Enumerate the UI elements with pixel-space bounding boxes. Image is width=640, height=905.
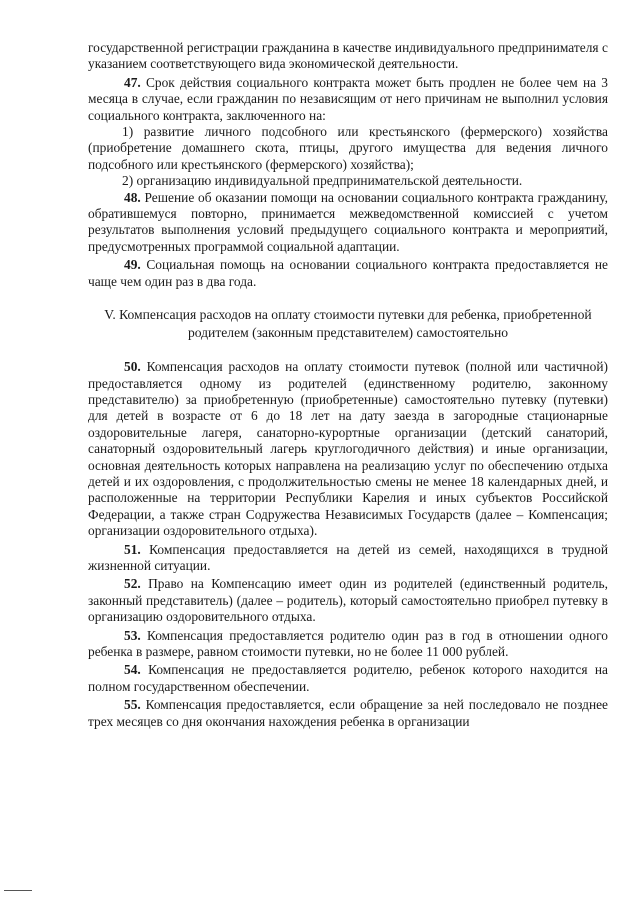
paragraph-text: Социальная помощь на основании социального контракта предоставляется не чаще чем один раз в два года. (88, 257, 608, 289)
paragraph-text: Компенсация предоставляется, если обращение за ней последовало не позднее трех месяцев со дня окончания нахождения ребенка в организации (88, 697, 608, 729)
paragraph-48 (88, 190, 608, 256)
paragraph-number: 52. (124, 576, 141, 592)
paragraph-47 (88, 75, 608, 124)
section-title: V. Компенсация расходов на оплату стоимости путевки для ребенка, приобретенной родителем (законным представителем) самостоятельно (104, 307, 592, 340)
paragraph-text: Право на Компенсацию имеет один из родителей (единственный родитель, законный представитель) (далее – родитель), который самостоятельно приобрел путевку в организацию оздоровительного отдыха. (88, 576, 608, 625)
paragraph-47-item-1: 1) развитие личного подсобного или крестьянского (фермерского) хозяйства (приобретение домашнего скота, птицы, другого имущества для ведения личного подсобного или крестьянского (фермерского) хозяйства); (88, 124, 608, 172)
paragraph-number: 51. (124, 541, 141, 557)
paragraph-text: Решение об оказании помощи на основании социального контракта гражданину, обратившемуся повторно, принимается межведомственной комиссией с учетом результатов выполнения условий предыдущего социального контракта и мероприятий, предусмотренных программой социальной адаптации. (88, 189, 608, 254)
paragraph-number: 47. (124, 74, 141, 90)
paragraph-55 (88, 697, 608, 730)
paragraph-text: Компенсация не предоставляется родителю, ребенок которого находится на полном государственном обеспечении. (88, 662, 608, 694)
paragraph-number: 49. (124, 257, 141, 273)
paragraph-number: 48. (124, 189, 141, 205)
paragraph-number: 54. (124, 662, 141, 678)
paragraph-53 (88, 628, 608, 661)
paragraph-47-item-2: 2) организацию индивидуальной предпринимательской деятельности. (122, 173, 523, 189)
paragraph-text: Срок действия социального контракта может быть продлен не более чем на 3 месяца в случае, если гражданин по независящим от него причинам не выполнил условия социального контракта, заключенного на: (88, 74, 608, 123)
paragraph-50 (88, 359, 608, 539)
paragraph-54 (88, 662, 608, 695)
paragraph-text: Компенсация расходов на оплату стоимости путевок (полной или частичной) предоставляется одному из родителей (единственному родителю, законному представителю) за приобретенную (приобретенные) самостоятельно путевку (путевки) для детей в возрасте от 6 до 18 лет на дату заезда в загородные стационарные оздоровительные лагеря, санаторно-курортные организации (детский санаторий, санаторный оздоровительный лагерь круглогодичного действия) и иные организации, основная деятельность которых направлена на реализацию услуг по обеспечению отдыха детей и их оздоровления, с продолжительностью смены не менее 18 календарных дней, и расположенные на территории Республики Карелия и иных субъектов Российской Федерации, а также стран Содружества Независимых Государств (далее – Компенсация; организации оздоровительного отдыха). (88, 359, 608, 539)
paragraph-intro: государственной регистрации гражданина в качестве индивидуального предпринимателя с указанием соответствующего вида экономической деятельности. (88, 40, 608, 72)
paragraph-number: 53. (124, 627, 141, 643)
paragraph-49 (88, 257, 608, 290)
paragraph-51 (88, 542, 608, 575)
paragraph-text: Компенсация предоставляется родителю один раз в год в отношении одного ребенка в размере, равном стоимости путевки, но не более 11 000 рублей. (88, 627, 608, 659)
paragraph-52 (88, 576, 608, 625)
paragraph-number: 55. (124, 697, 141, 713)
footer-divider (4, 890, 32, 891)
paragraph-text: Компенсация предоставляется на детей из семей, находящихся в трудной жизненной ситуации. (88, 541, 608, 573)
document-body (88, 40, 608, 730)
paragraph-number: 50. (124, 359, 141, 375)
